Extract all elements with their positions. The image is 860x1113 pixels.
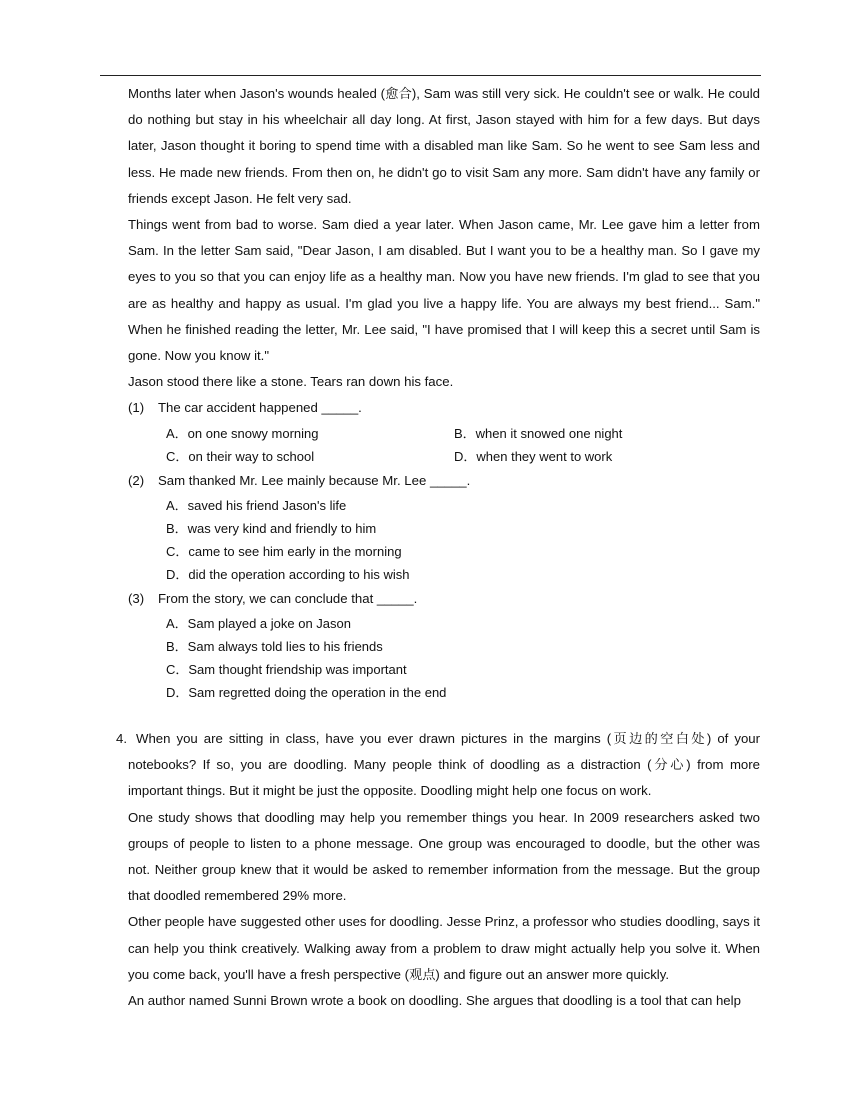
question-1-option-c: C．on their way to school xyxy=(166,448,315,464)
question-2 xyxy=(128,468,760,494)
question-1-option-d: D．when they went to work xyxy=(454,448,613,464)
question-2-options xyxy=(128,494,760,586)
question-2-text: Sam thanked Mr. Lee mainly because Mr. Lee _____. xyxy=(158,472,471,488)
question-3-option-a: A．Sam played a joke on Jason xyxy=(166,616,351,632)
section-gap xyxy=(128,704,760,726)
question-3-text: From the story, we can conclude that _____. xyxy=(158,590,418,606)
question-3-number: (3) xyxy=(128,590,145,606)
passage4-paragraph-4: An author named Sunni Brown wrote a book on doodling. She argues that doodling is a tool that can help xyxy=(128,993,741,1009)
passage3-paragraph-3: Jason stood there like a stone. Tears ran down his face. xyxy=(128,374,454,390)
question-2-option-a: A．saved his friend Jason's life xyxy=(166,497,347,513)
question-3-option-d: D．Sam regretted doing the operation in the end xyxy=(166,685,447,701)
question-2-option-d: D．did the operation according to his wish xyxy=(166,566,410,582)
question-1-number: (1) xyxy=(128,400,145,416)
question-1-option-b: B．when it snowed one night xyxy=(454,425,623,441)
passage3-paragraph-1: Months later when Jason's wounds healed (愈合), Sam was still very sick. He couldn't see or walk. He could do nothing but stay in his wheelchair all day long. At first, Jason stayed with him for a few days. But days later, Jason thought it boring to spend time with a disabled man like Sam. So he went to see Sam less and less. He made new friends. From then on, he didn't go to visit Sam any more. Sam didn't have any family or friends except Jason. He felt very sad. xyxy=(128,86,760,206)
question-3-option-c: C．Sam thought friendship was important xyxy=(166,662,407,678)
passage4 xyxy=(116,726,760,1014)
passage4-paragraph-3: Other people have suggested other uses for doodling. Jesse Prinz, a professor who studies doodling, says it can help you think creatively. Walking away from a problem to draw might actually help you solve it. When you come back, you'll have a fresh perspective (观点) and figure out an answer more quickly. xyxy=(128,914,760,982)
header-rule xyxy=(100,75,761,76)
question-1-text: The car accident happened _____. xyxy=(158,400,362,416)
passage4-paragraph-2: One study shows that doodling may help you remember things you hear. In 2009 researchers asked two groups of people to listen to a phone message. One group was encouraged to doodle, but the other was not. Neither group knew that it would be asked to remember information from the message. But the group that doodled remembered 29% more. xyxy=(128,809,760,904)
question-3-option-b: B．Sam always told lies to his friends xyxy=(166,639,383,655)
question-1 xyxy=(128,395,760,421)
question-2-option-b: B．was very kind and friendly to him xyxy=(166,520,377,536)
question-3-options xyxy=(128,612,760,704)
document-body xyxy=(116,81,760,1014)
question-1-options xyxy=(128,422,760,468)
question-1-option-a: A．on one snowy morning xyxy=(166,425,319,441)
passage3-paragraph-2: Things went from bad to worse. Sam died a year later. When Jason came, Mr. Lee gave him a letter from Sam. In the letter Sam said, "Dear Jason, I am disabled. But I want you to be a healthy man. So I gave my eyes to you so that you can enjoy life as a healthy man. Now you have new friends. I'm glad to see that you are as healthy and happy as usual. I'm glad you live a happy life. You are always my best friend... Sam." When he finished reading the letter, Mr. Lee said, "I have promised that I will keep this a secret until Sam is gone. Now you know it." xyxy=(128,217,760,364)
question-2-option-c: C．came to see him early in the morning xyxy=(166,543,402,559)
passage4-number: 4. xyxy=(116,731,127,747)
question-2-number: (2) xyxy=(128,472,145,488)
question-3 xyxy=(128,586,760,612)
passage4-paragraph-1: When you are sitting in class, have you ever drawn pictures in the margins (页边的空白处) of your notebooks? If so, you are doodling. Many people think of doodling as a distraction (分心) from more important things. But it might be just the opposite. Doodling might help one focus on work. xyxy=(128,731,760,799)
